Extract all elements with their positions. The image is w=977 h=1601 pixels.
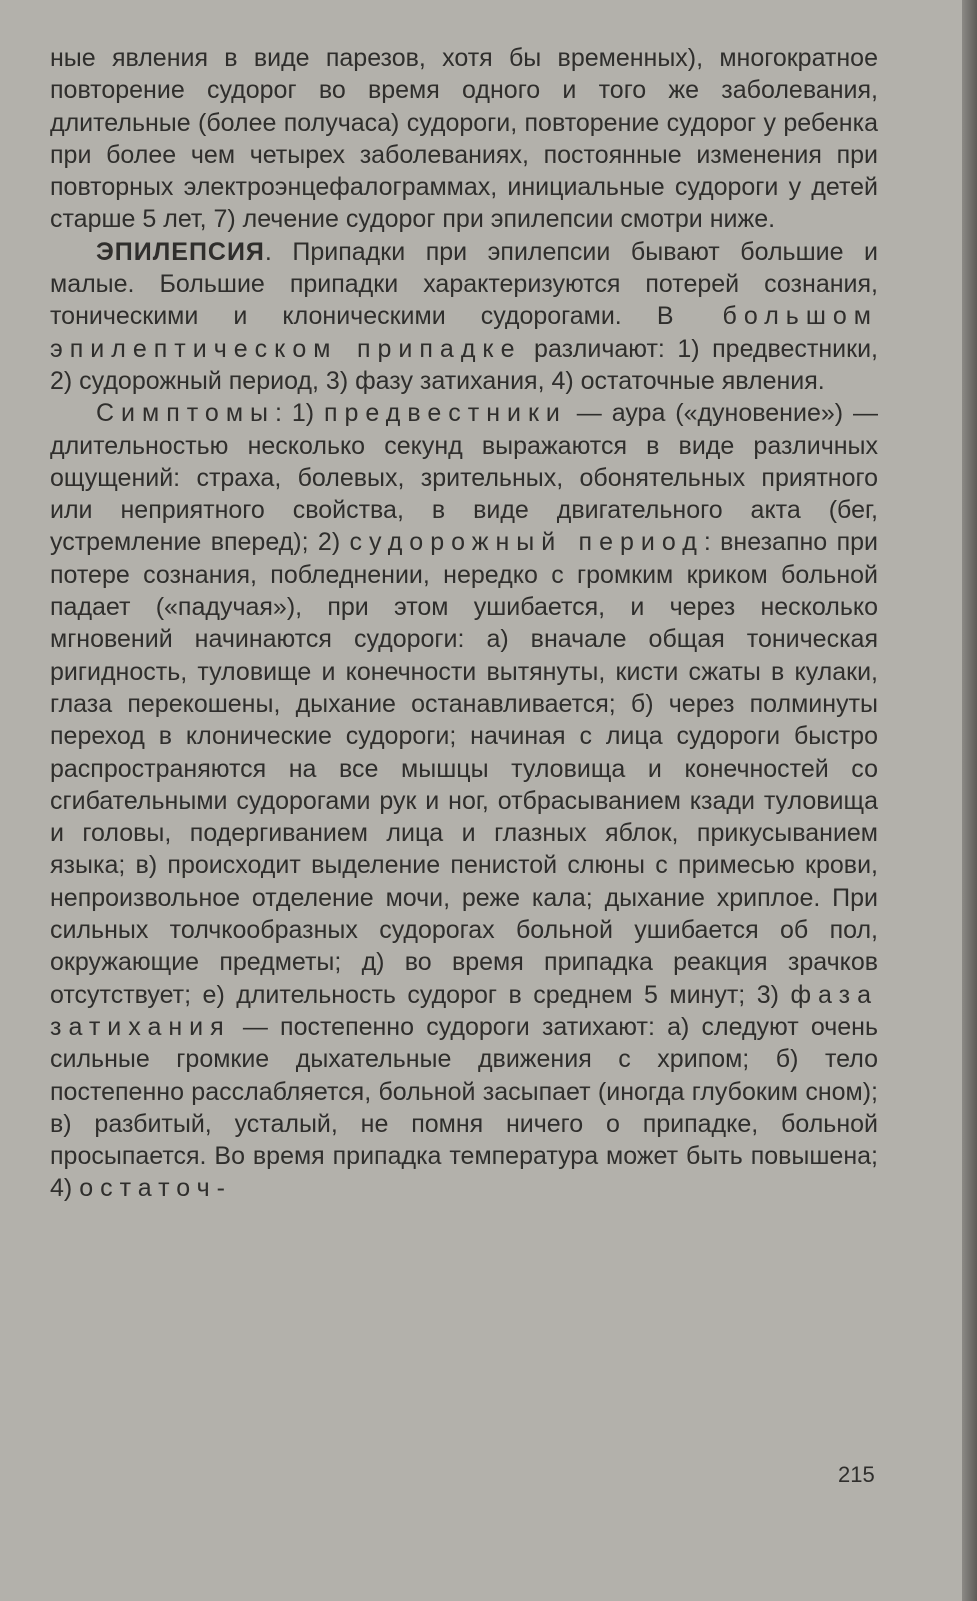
paragraph-symptoms: [50, 397, 878, 1204]
spaced-text: предвестники: [323, 399, 567, 428]
paragraph-text: различают: 1) предвестники, 2) судорожный период, 3) фазу затихания, 4) остаточные явления.: [50, 334, 878, 395]
paragraph-text: — аура («дуновение») — длительностью несколько секунд выражаются в виде различных ощущений: страха, болевых, зрительных, обонятельных приятного или неприятного свойства, в виде двигательного акта (бег, устремление вперед); 2): [50, 399, 878, 557]
paragraph-continuation: ные явления в виде парезов, хотя бы временных), многократное повторение судорог во время одного и того же заболевания, длительные (более получаса) судороги, повторение судорог у ребенка при более чем четырех заболеваниях, постоянные изменения при повторных электроэнцефалограммах, инициальные судороги у детей старше 5 лет, 7) лечение судорог при эпилепсии смотри ниже.: [50, 44, 878, 234]
paragraph-text: : внезапно при потере сознания, побледнении, нередко с громким криком больной падает («падучая»), при этом ушибается, и через несколько мгновений начинаются судороги: а) вначале общая тоническая ригидность, туловище и конечности вытянуты, кисти сжаты в кулаки, глаза перекошены, дыхание останавливается; б) через полминуты переход в клонические судороги; начиная с лица судороги быстро распространяются на все мышцы туловища и конечностей со сгибательными судорогами рук и ног, отбрасыванием кзади туловища и головы, подергиванием лица и глазных яблок, прикусыванием языка; в) происходит выделение пенистой слюны с примесью крови, непроизвольное отделение мочи, реже кала; дыхание хриплое. При сильных толчкообразных судорогах больной ушибается об пол, окружающие предметы; д) во время припадка реакция зрачков отсутствует; е) длительность судорог в среднем 5 минут; 3): [50, 528, 878, 1009]
spaced-text: фаза затихания: [50, 980, 878, 1041]
spaced-text: В большом эпилептическом припадке: [50, 302, 878, 363]
spaced-text: Симптомы: [96, 399, 275, 428]
paragraph-epilepsy: [50, 236, 878, 397]
section-heading: ЭПИЛЕПСИЯ: [96, 237, 265, 266]
paragraph-text: . Припадки при эпилепсии бывают большие и малые. Большие припадки характеризуются потерей сознания, тоническими и клоническими судорогами.: [50, 237, 878, 331]
body-text: [50, 42, 878, 1205]
page-edge: [962, 0, 977, 1601]
page-number: 215: [838, 1462, 875, 1487]
spaced-text: судорожный период: [349, 528, 704, 557]
paragraph-text: : 1): [274, 399, 324, 428]
paragraph-text: — постепенно судороги затихают: а) следуют очень сильные громкие дыхательные движения с хрипом; б) тело постепенно расслабляется, больной засыпает (иногда глубоким сном); в) разбитый, усталый, не помня ничего о припадке, больной просыпается. Во время припадка температура может быть повышена; 4): [50, 1012, 878, 1203]
spaced-text: остаточ-: [79, 1174, 232, 1203]
